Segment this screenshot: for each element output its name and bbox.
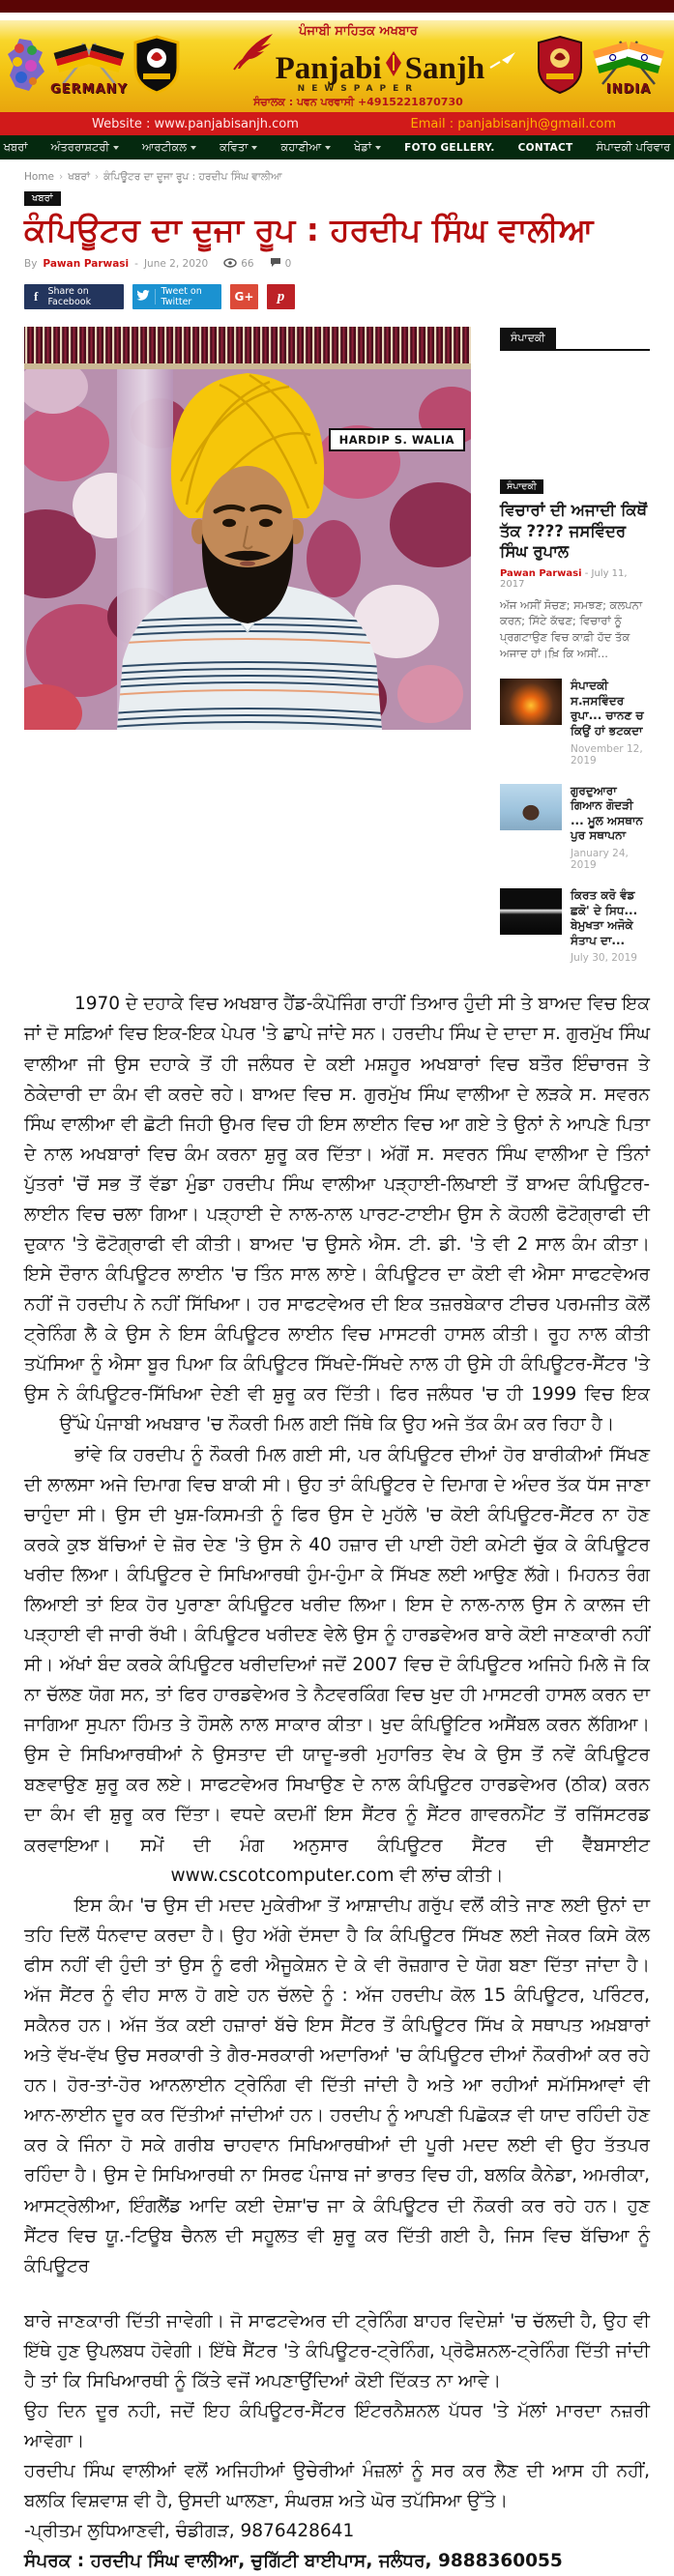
share-twitter-button[interactable]: Tweet on Twitter: [132, 284, 221, 309]
twitter-divider: [155, 289, 156, 304]
photo-caption: HARDIP S. WALIA: [329, 428, 465, 451]
email-link[interactable]: Email : panjabisanjh@gmail.com: [411, 117, 616, 131]
article-paragraph: -ਪ੍ਰੀਤਮ ਲੁਧਿਆਣਵੀ, ਚੰਡੀਗੜ, 9876428641: [24, 2516, 650, 2546]
nav-item[interactable]: CONTACT: [507, 142, 585, 154]
article-paragraph: ਇਸ ਕੰਮ 'ਚ ਉਸ ਦੀ ਮਦਦ ਮੁਕੇਰੀਆ ਤੋਂ ਆਸ਼ਾਦੀਪ ਗਰੁੱਪ ਵਲੋਂ ਕੀਤੇ ਜਾਣ ਲਈ ਉਨਾਂ ਦਾ ਤਹਿ ਦਿਲੋਂ ਧੰਨਵਾਦ ਕਰਦਾ ਹੈ। ਉਹ ਅੱਗੇ ਦੱਸਦਾ ਹੈ ਕਿ ਕੰਪਿਊਟਰ ਸਿੱਖਣ ਲਈ ਜੇਕਰ ਕਿਸੇ ਕੋਲ ਫੀਸ ਨਹੀਂ ਵੀ ਹੁੰਦੀ ਤਾਂ ਉਸ ਨੂੰ ਫਰੀ ਐਜੂਕੇਸ਼ਨ ਦੇ ਕੇ ਵੀ ਰੋਜ਼ਗਾਰ ਦੇ ਯੋਗ ਬਣਾ ਦਿੱਤਾ ਜਾਂਦਾ ਹੈ। ਅੱਜ ਸੈਂਟਰ ਨੂੰ ਵੀਹ ਸਾਲ ਹੋ ਗਏ ਹਨ ਚੱਲਦੇ ਨੂੰ : ਅੱਜ ਹਰਦੀਪ ਕੋਲ 15 ਕੰਪਿਊਟਰ, ਪਰਿੰਟਰ, ਸਕੈਨਰ ਹਨ। ਅੱਜ ਤੱਕ ਕਈ ਹਜ਼ਾਰਾਂ ਬੱਚੇ ਇਸ ਸੈਂਟਰ ਤੋਂ ਕੰਪਿਊਟਰ ਸਿੱਖ ਕੇ ਸਥਾਪਤ ਅਖ਼ਬਾਰਾਂ ਅਤੇ ਵੱਖ-ਵੱਖ ਉਚ ਸਰਕਾਰੀ ਤੇ ਗੈਰ-ਸਰਕਾਰੀ ਅਦਾਰਿਆਂ 'ਚ ਕੰਪਿਊਟਰ ਦੀਆਂ ਨੌਕਰੀਆਂ ਕਰ ਰਹੇ ਹਨ। ਹੋਰ-ਤਾਂ-ਹੋਰ ਆਨਲਾਈਨ ਟ੍ਰੇਨਿੰਗ ਵੀ ਦਿੱਤੀ ਜਾਂਦੀ ਹੈ ਅਤੇ ਆ ਰਹੀਆਂ ਸਮੱਸਿਆਵਾਂ ਵੀ ਆਨ-ਲਾਈਨ ਦੂਰ ਕਰ ਦਿੱਤੀਆਂ ਜਾਂਦੀਆਂ ਹਨ। ਹਰਦੀਪ ਨੂੰ ਆਪਣੀ ਪਿਛੋਕੜ ਵੀ ਯਾਦ ਰਹਿੰਦੀ ਹੋਣ ਕਰ ਕੇ ਜਿੰਨਾ ਹੋ ਸਕੇ ਗਰੀਬ ਚਾਹਵਾਨ ਸਿਖਿਆਰਥੀਆਂ ਦੀ ਪੂਰੀ ਮਦਦ ਲਈ ਵੀ ਉਹ ਤੱਤਪਰ ਰਹਿੰਦਾ ਹੈ। ਉਸ ਦੇ ਸਿਖਿਆਰਥੀ ਨਾ ਸਿਰਫ ਪੰਜਾਬ ਜਾਂ ਭਾਰਤ ਵਿਚ ਹੀ, ਬਲਕਿ ਕੈਨੇਡਾ, ਅਮਰੀਕਾ, ਆਸਟ੍ਰੇਲੀਆ, ਇੰਗਲੈਂਡ ਆਦਿ ਕਈ ਦੇਸ਼ਾ'ਚ ਜਾ ਕੇ ਕੰਪਿਊਟਰ ਦੀ ਨੌਕਰੀ ਕਰ ਰਹੇ ਹਨ। ਹੁਣ ਸੈਂਟਰ ਵਿਚ ਯੂ.-ਟਿਊਬ ਚੈਨਲ ਦੀ ਸਹੂਲਤ ਵੀ ਸ਼ੁਰੂ ਕਰ ਦਿੱਤੀ ਗਈ ਹੈ, ਜਿਸ ਵਿਚ ਬੱਚਿਆ ਨੂੰ ਕੰਪਿਊਟਰ: [24, 1891, 650, 2281]
pinterest-icon: p: [278, 289, 285, 305]
breadcrumb-item[interactable]: ਖਬਰਾਂ: [68, 171, 90, 183]
category-badge[interactable]: ਖਬਰਾਂ: [24, 191, 61, 206]
featured-author[interactable]: Pawan Parwasi: [500, 568, 582, 579]
nav-item[interactable]: ਕਹਾਣੀਆ: [269, 140, 342, 155]
chevron-down-icon: [251, 146, 257, 150]
article-date: June 2, 2020: [144, 258, 208, 270]
website-link[interactable]: Website : www.panjabisanjh.com: [92, 117, 299, 131]
breadcrumb-separator: ›: [95, 171, 99, 183]
left-crest-icon: [132, 35, 182, 99]
germany-label: GERMANY: [50, 82, 128, 97]
page-title: ਕੰਪਿਊਟਰ ਦਾ ਦੂਜਾ ਰੂਪ : ਹਰਦੀਪ ਸਿੰਘ ਵਾਲੀਆ: [24, 210, 650, 249]
flying-pen-icon: [488, 50, 517, 75]
article-body: [24, 989, 650, 2576]
googleplus-icon: G+: [235, 290, 254, 304]
sidebar-featured-article: [500, 475, 650, 661]
sidebar: [500, 327, 650, 964]
sidebar-item-thumbnail[interactable]: [500, 679, 562, 725]
views-stat: [223, 258, 253, 271]
sidebar-list-item: [500, 784, 650, 871]
nav-item[interactable]: ਖੇਡਾਂ: [342, 140, 393, 155]
nav: [0, 135, 674, 159]
featured-meta: [500, 568, 650, 590]
author-link[interactable]: Pawan Parwasi: [43, 258, 129, 270]
breadcrumb: [24, 171, 650, 184]
breadcrumb-item: ਕੰਪਿਊਟਰ ਦਾ ਦੂਜਾ ਰੂਪ : ਹਰਦੀਪ ਸਿੰਘ ਵਾਲੀਆ: [103, 171, 281, 183]
india-label: INDIA: [606, 82, 651, 97]
site-title: Panjabi Sanjh: [232, 40, 485, 86]
featured-category-badge[interactable]: ਸੰਪਾਦਕੀ: [500, 479, 543, 494]
breadcrumb-separator: ›: [59, 171, 63, 183]
germany-map-icon: [6, 37, 46, 97]
byline: [24, 257, 650, 271]
contact-strip: [0, 112, 674, 135]
featured-date: July 11, 2017: [500, 568, 628, 590]
comments-count: 0: [285, 258, 292, 270]
top-gap: [0, 13, 674, 20]
sidebar-item-date: January 24, 2019: [571, 848, 650, 871]
sidebar-list-item: [500, 888, 650, 964]
views-count: 66: [241, 258, 253, 270]
masthead-banner: [0, 20, 674, 112]
comment-icon: [270, 257, 281, 271]
sidebar-spacer: [500, 351, 650, 475]
twitter-icon: [132, 290, 155, 304]
sidebar-list-item: [500, 679, 650, 766]
india-flags: [589, 36, 668, 97]
article-photo-column: [24, 327, 471, 964]
quill-icon: [232, 32, 275, 78]
nav-item[interactable]: FOTO GELLERY.: [393, 142, 506, 154]
right-crest-icon: [535, 35, 585, 99]
article-paragraph: ਭਾਂਵੇ ਕਿ ਹਰਦੀਪ ਨੂੰ ਨੌਕਰੀ ਮਿਲ ਗਈ ਸੀ, ਪਰ ਕੰਪਿਊਟਰ ਦੀਆਂ ਹੋਰ ਬਾਰੀਕੀਆਂ ਸਿੱਖਣ ਦੀ ਲਾਲਸਾ ਅਜੇ ਦਿਮਾਗ ਵਿਚ ਬਾਕੀ ਸੀ। ਉਹ ਤਾਂ ਕੰਪਿਊਟਰ ਦੇ ਦਿਮਾਗ ਦੇ ਅੰਦਰ ਤੱਕ ਧੱਸ ਜਾਣਾ ਚਾਹੁੰਦਾ ਸੀ। ਉਸ ਦੀ ਖੁਸ਼-ਕਿਸਮਤੀ ਨੂੰ ਫਿਰ ਉਸ ਦੇ ਮੁਹੱਲੇ 'ਚ ਕੋਈ ਕੰਪਿਊਟਰ-ਸੈਂਟਰ ਨਾ ਹੋਣ ਕਰਕੇ ਕੁਝ ਬੱਚਿਆਂ ਦੇ ਜ਼ੋਰ ਦੇਣ 'ਤੇ ਉਸ ਨੇ 40 ਹਜ਼ਾਰ ਦੀ ਪਾਈ ਹੋਈ ਕਮੇਟੀ ਚੁੱਕ ਕੇ ਕੰਪਿਊਟਰ ਖਰੀਦ ਲਿਆ। ਕੰਪਿਊਟਰ ਦੇ ਸਿਖਿਆਰਥੀ ਹੁੰਮ-ਹੁੰਮਾ ਕੇ ਸਿੱਖਣ ਲਈ ਆਉਣ ਲੱਗੇ। ਮਿਹਨਤ ਰੰਗ ਲਿਆਈ ਤਾਂ ਇਕ ਹੋਰ ਪੁਰਾਣਾ ਕੰਪਿਊਟਰ ਖਰੀਦ ਲਿਆ। ਇਸ ਦੇ ਨਾਲ-ਨਾਲ ਉਸ ਨੇ ਕਾਲਜ ਦੀ ਪੜ੍ਹਾਈ ਵੀ ਜਾਰੀ ਰੱਖੀ। ਕੰਪਿਊਟਰ ਖਰੀਦਣ ਵੇਲੇ ਉਸ ਨੂੰ ਹਾਰਡਵੇਅਰ ਬਾਰੇ ਕੋਈ ਜਾਣਕਾਰੀ ਨਹੀਂ ਸੀ। ਅੱਖਾਂ ਬੰਦ ਕਰਕੇ ਕੰਪਿਊਟਰ ਖਰੀਦਦਿਆਂ ਜਦੋਂ 2007 ਵਿਚ ਦੋ ਕੰਪਿਊਟਰ ਅਜਿਹੇ ਮਿਲੇ ਜੋ ਕਿ ਨਾ ਚੱਲਣ ਯੋਗ ਸਨ, ਤਾਂ ਫਿਰ ਹਾਰਡਵੇਅਰ ਤੇ ਨੈਟਵਰਕਿੰਗ ਵਿਚ ਖੁਦ ਹੀ ਮਾਸਟਰੀ ਹਾਸਲ ਕਰਨ ਦਾ ਜਾਗਿਆ ਸੁਪਨਾ ਹਿੰਮਤ ਤੇ ਹੌਸਲੇ ਨਾਲ ਸਾਕਾਰ ਕੀਤਾ। ਖੁਦ ਕੰਪਿਊਟਿਰ ਅਸੈਂਬਲ ਕਰਨ ਲੱਗਿਆ। ਉਸ ਦੇ ਸਿਖਿਆਰਥੀਆਂ ਨੇ ਉਸਤਾਦ ਦੀ ਯਾਦੂ-ਭਰੀ ਮੁਹਾਰਿਤ ਵੇਖ ਕੇ ਉਸ ਤੋਂ ਨਵੇਂ ਕੰਪਿਊਟਰ ਬਣਵਾਉਣ ਸ਼ੁਰੂ ਕਰ ਲਏ। ਸਾਫਟਵੇਅਰ ਸਿਖਾਉਣ ਦੇ ਨਾਲ ਕੰਪਿਊਟਰ ਹਾਰਡਵੇਅਰ (ਠੀਕ) ਕਰਨ ਦਾ ਕੰਮ ਵੀ ਸ਼ੁਰੂ ਕਰ ਦਿੱਤਾ। ਵਧਦੇ ਕਦਮੀਂ ਇਸ ਸੈਂਟਰ ਨੂੰ ਸੈਂਟਰ ਗਾਵਰਨਮੈਂਟ ਤੋਂ ਰਜਿੱਸਟਰਡ ਕਰਵਾਇਆ। ਸਮੇਂ ਦੀ ਮੰਗ ਅਨੁਸਾਰ ਕੰਪਿਊਟਰ ਸੈਂਟਰ ਦੀ ਵੈੱਬਸਾਈਟ www.cscotcomputer.com ਵੀ ਲਾਂਚ ਕੀਤੀ।: [24, 1440, 650, 1891]
featured-meta-separator: -: [585, 568, 592, 579]
chevron-down-icon: [113, 146, 119, 150]
featured-title[interactable]: ਵਿਚਾਰਾਂ ਦੀ ਅਜਾਦੀ ਕਿਥੋਂ ਤੱਕ ???? ਜਸਵਿੰਦਰ ਸਿੰਘ ਰੁਪਾਲ: [500, 500, 650, 562]
nav-item[interactable]: ਆਰਟੀਕਲ: [131, 140, 208, 155]
comments-stat[interactable]: [270, 257, 292, 271]
chevron-down-icon: [375, 146, 381, 150]
share-pinterest-button[interactable]: [267, 284, 295, 309]
nav-item[interactable]: ਕਵਿਤਾ: [208, 140, 269, 155]
article-paragraph: ਹਰਦੀਪ ਸਿੰਘ ਵਾਲੀਆਂ ਵਲੋਂ ਅਜਿਹੀਆਂ ਉਚੇਰੀਆਂ ਮੰਜ਼ਲਾਂ ਨੂੰ ਸਰ ਕਰ ਲੈਣ ਦੀ ਆਸ ਹੀ ਨਹੀਂ, ਬਲਕਿ ਵਿਸ਼ਵਾਸ਼ ਵੀ ਹੈ, ਉਸਦੀ ਘਾਲਣਾ, ਸੰਘਰਸ਼ ਅਤੇ ਘੋਰ ਤਪੱਸਿਆ ਉੱਤੇ।: [24, 2456, 650, 2516]
sidebar-item-title[interactable]: ਸੰਪਾਦਕੀ ਸ.ਜਸਵਿੰਦਰ ਰੁਪਾ... ਚਾਨਣ ਚ ਕਿਉਂ ਹਾਂ ਭਟਕਦਾ: [571, 679, 650, 738]
germany-flags: [50, 36, 128, 97]
masthead-tagline: ਪੰਜਾਬੀ ਸਾਹਿਤਕ ਅਖਬਾਰ: [299, 25, 418, 39]
byline-prefix: By: [24, 258, 37, 270]
banner-right: [535, 20, 668, 112]
chevron-down-icon: [325, 146, 331, 150]
breadcrumb-item[interactable]: Home: [24, 171, 54, 183]
article-photo: [24, 327, 471, 730]
masthead-subtitle: NEWSPAPER: [298, 85, 420, 94]
byline-separator: -: [134, 258, 138, 270]
banner-left: [6, 20, 182, 112]
nav-item[interactable]: ਸੰਪਾਦਕੀ ਪਰਿਵਾਰ: [585, 140, 674, 155]
sidebar-item-date: July 30, 2019: [571, 952, 650, 964]
share-row: [24, 284, 650, 309]
article-paragraph: ਸੰਪਰਕ : ਹਰਦੀਪ ਸਿੰਘ ਵਾਲੀਆ, ਚੁਗਿੱਟੀ ਬਾਈਪਾਸ, ਜਲੰਧਰ, 9888360055: [24, 2546, 650, 2576]
sidebar-heading[interactable]: ਸੰਪਾਦਕੀ: [500, 328, 556, 349]
nib-icon: [383, 49, 404, 86]
top-maroon-bar: [0, 0, 674, 13]
chevron-down-icon: [190, 146, 196, 150]
sidebar-heading-bar: [500, 327, 650, 351]
facebook-icon: f: [24, 289, 47, 304]
sidebar-item-thumbnail[interactable]: [500, 784, 562, 830]
eye-icon: [223, 258, 237, 271]
share-facebook-button[interactable]: f Share on Facebook: [24, 284, 124, 309]
nav-item[interactable]: ਖਬਰਾਂ: [0, 140, 40, 155]
sidebar-item-title[interactable]: ਕਿਰਤ ਕਰੋ ਵੰਡ ਛਕੋ' ਦੇ ਸਿਧ... ਬੇਮੁਖਤਾ ਅਜੋਕੇ ਸੰਤਾਪ ਦਾ...: [571, 888, 650, 948]
sidebar-item-thumbnail[interactable]: [500, 888, 562, 935]
sidebar-item-date: November 12, 2019: [571, 743, 650, 767]
sidebar-item-title[interactable]: ਗੁਰਦੁਆਰਾ ਗਿਆਨ ਗੋਦੜੀ ... ਮੂਲ ਅਸਥਾਨ ਪੁਰ ਸਥਾਪਨਾ: [571, 784, 650, 844]
article-paragraph: ਬਾਰੇ ਜਾਣਕਾਰੀ ਦਿੱਤੀ ਜਾਵੇਗੀ। ਜੋ ਸਾਫਟਵੇਅਰ ਦੀ ਟ੍ਰੇਨਿੰਗ ਬਾਹਰ ਵਿਦੇਸ਼ਾਂ 'ਚ ਚੱਲਦੀ ਹੈ, ਉਹ ਵੀ ਇੱਥੇ ਹੁਣ ਉਪਲਬਧ ਹੋਵੇਗੀ। ਇੱਥੇ ਸੈਂਟਰ 'ਤੇ ਕੰਪਿਊਟਰ-ਟ੍ਰੇਨਿੰਗ, ਪ੍ਰੋਫੈਸ਼ਨਲ-ਟ੍ਰੇਨਿੰਗ ਦਿੱਤੀ ਜਾਂਦੀ ਹੈ ਤਾਂ ਕਿ ਸਿਖਿਆਰਥੀ ਨੂੰ ਕਿੱਤੇ ਵਜੋਂ ਅਪਣਾਉਂਦਿਆਂ ਕੋਈ ਦਿੱਕਤ ਨਾ ਆਵੇ।: [24, 2306, 650, 2396]
nav-item[interactable]: ਅੰਤਰਰਾਸ਼ਟਰੀ: [40, 140, 131, 155]
featured-excerpt: ਅੱਜ ਅਸੀਂ ਸੋਚਣ; ਸਮਝਣ; ਕਲਪਨਾ ਕਰਨ; ਸਿੱਟੇ ਕੱਢਣ; ਵਿਚਾਰਾਂ ਨੂੰ ਪ੍ਰਗਟਾਉਣ ਵਿਚ ਕਾਫ਼ੀ ਹੱਦ ਤੱਕ ਅਜਾਦ ਹਾਂ।ਖ਼ਿ ਕਿ ਅਸੀਂ...: [500, 597, 650, 662]
masthead-operator-line: ਸੰਚਾਲਕ : ਪਵਨ ਪਰਵਾਸੀ +4915221870730: [253, 97, 463, 108]
article-paragraph: 1970 ਦੇ ਦਹਾਕੇ ਵਿਚ ਅਖਬਾਰ ਹੈਂਡ-ਕੰਪੋਜਿੰਗ ਰਾਹੀਂ ਤਿਆਰ ਹੁੰਦੀ ਸੀ ਤੇ ਬਾਅਦ ਵਿਚ ਇਕ ਜਾਂ ਦੋ ਸਫ਼ਿਆਂ ਵਿਚ ਇਕ-ਇਕ ਪੇਪਰ 'ਤੇ ਛਾਪੇ ਜਾਂਦੇ ਸਨ। ਹਰਦੀਪ ਸਿੰਘ ਦੇ ਦਾਦਾ ਸ. ਗੁਰਮੁੱਖ ਸਿੰਘ ਵਾਲੀਆ ਜੀ ਉਸ ਦਹਾਕੇ ਤੋਂ ਹੀ ਜਲੰਧਰ ਦੇ ਕਈ ਮਸ਼ਹੂਰ ਅਖਬਾਰਾਂ ਵਿਚ ਬਤੌਰ ਇੰਚਾਰਜ ਤੇ ਠੇਕੇਦਾਰੀ ਦਾ ਕੰਮ ਵੀ ਕਰਦੇ ਰਹੇ। ਬਾਅਦ ਵਿਚ ਸ. ਗੁਰਮੁੱਖ ਸਿੰਘ ਵਾਲੀਆ ਦੇ ਲੜਕੇ ਸ. ਸਵਰਨ ਸਿੰਘ ਵਾਲੀਆ ਵੀ ਛੋਟੀ ਜਿਹੀ ਉਮਰ ਵਿਚ ਹੀ ਇਸ ਲਾਈਨ ਵਿਚ ਆ ਗਏ ਤੇ ਉਨਾਂ ਨੇ ਆਪਣੇ ਪਿਤਾ ਦੇ ਨਾਲ ਅਖਬਾਰਾਂ ਵਿਚ ਕੰਮ ਕਰਨਾ ਸ਼ੁਰੂ ਕਰ ਦਿੱਤਾ। ਅੱਗੋਂ ਸ. ਸਵਰਨ ਸਿੰਘ ਵਾਲੀਆ ਦੇ ਤਿੰਨਾਂ ਪੁੱਤਰਾਂ 'ਚੋਂ ਸਭ ਤੋਂ ਵੱਡਾ ਮੁੰਡਾ ਹਰਦੀਪ ਸਿੰਘ ਵਾਲੀਆ ਪੜ੍ਹਾਈ-ਲਿਖਾਈ ਤੋਂ ਬਾਅਦ ਕੰਪਿਊਟਰ- ਲਾਈਨ ਵਿਚ ਚਲਾ ਗਿਆ। ਪੜ੍ਹਾਈ ਦੇ ਨਾਲ-ਨਾਲ ਪਾਰਟ-ਟਾਈਮ ਉਸ ਨੇ ਕੋਹਲੀ ਫੋਟੋਗ੍ਰਾਫੀ ਦੀ ਦੁਕਾਨ 'ਤੇ ਫੋਟੋਗ੍ਰਾਫੀ ਵੀ ਕੀਤੀ। ਬਾਅਦ 'ਚ ਉਸਨੇ ਐਸ. ਟੀ. ਡੀ. 'ਤੇ ਵੀ 2 ਸਾਲ ਕੰਮ ਕੀਤਾ। ਇਸੇ ਦੌਰਾਨ ਕੰਪਿਊਟਰ ਲਾਈਨ 'ਚ ਤਿੰਨ ਸਾਲ ਲਾਏ। ਕੰਪਿਊਟਰ ਦਾ ਕੋਈ ਵੀ ਐਸਾ ਸਾਫਟਵੇਅਰ ਨਹੀਂ ਜੋ ਹਰਦੀਪ ਨੇ ਨਹੀਂ ਸਿੱਖਿਆ। ਹਰ ਸਾਫਟਵੇਅਰ ਦੀ ਇਕ ਤਜ਼ਰਬੇਕਾਰ ਟੀਚਰ ਪਰਮਜੀਤ ਕੋਲੋਂ ਟ੍ਰੇਨਿੰਗ ਲੈ ਕੇ ਉਸ ਨੇ ਇਸ ਕੰਪਿਊਟਰ ਲਾਈਨ ਵਿਚ ਮਾਸਟਰੀ ਹਾਸਲ ਕੀਤੀ। ਰੂਹ ਨਾਲ ਕੀਤੀ ਤਪੱਸਿਆ ਨੂੰ ਐਸਾ ਬੂਰ ਪਿਆ ਕਿ ਕੰਪਿਊਟਰ ਸਿੱਖਦੇ-ਸਿੱਖਦੇ ਨਾਲ ਹੀ ਉਸੇ ਹੀ ਕੰਪਿਊਟਰ-ਸੈਂਟਰ 'ਤੇ ਉਸ ਨੇ ਕੰਪਿਊਟਰ-ਸਿੱਖਿਆ ਦੇਣੀ ਵੀ ਸ਼ੁਰੂ ਕਰ ਦਿੱਤੀ। ਫਿਰ ਜਲੰਧਰ 'ਚ ਹੀ 1999 ਵਿਚ ਇਕ ਉੱਘੇ ਪੰਜਾਬੀ ਅਖਬਾਰ 'ਚ ਨੌਕਰੀ ਮਿਲ ਗਈ ਜਿੱਥੇ ਕਿ ਉਹ ਅਜੇ ਤੱਕ ਕੰਮ ਕਰ ਰਿਹਾ ਹੈ।: [24, 989, 650, 1439]
share-googleplus-button[interactable]: [230, 284, 258, 309]
sidebar-recent-list: [500, 679, 650, 964]
masthead-title-block: [232, 25, 485, 107]
article-paragraph: ਉਹ ਦਿਨ ਦੂਰ ਨਹੀ, ਜਦੋਂ ਇਹ ਕੰਪਿਊਟਰ-ਸੈਂਟਰ ਇੰਟਰਨੈਸ਼ਨਲ ਪੱਧਰ 'ਤੇ ਮੱਲਾਂ ਮਾਰਦਾ ਨਜ਼ਰੀ ਆਵੇਗਾ।: [24, 2396, 650, 2456]
